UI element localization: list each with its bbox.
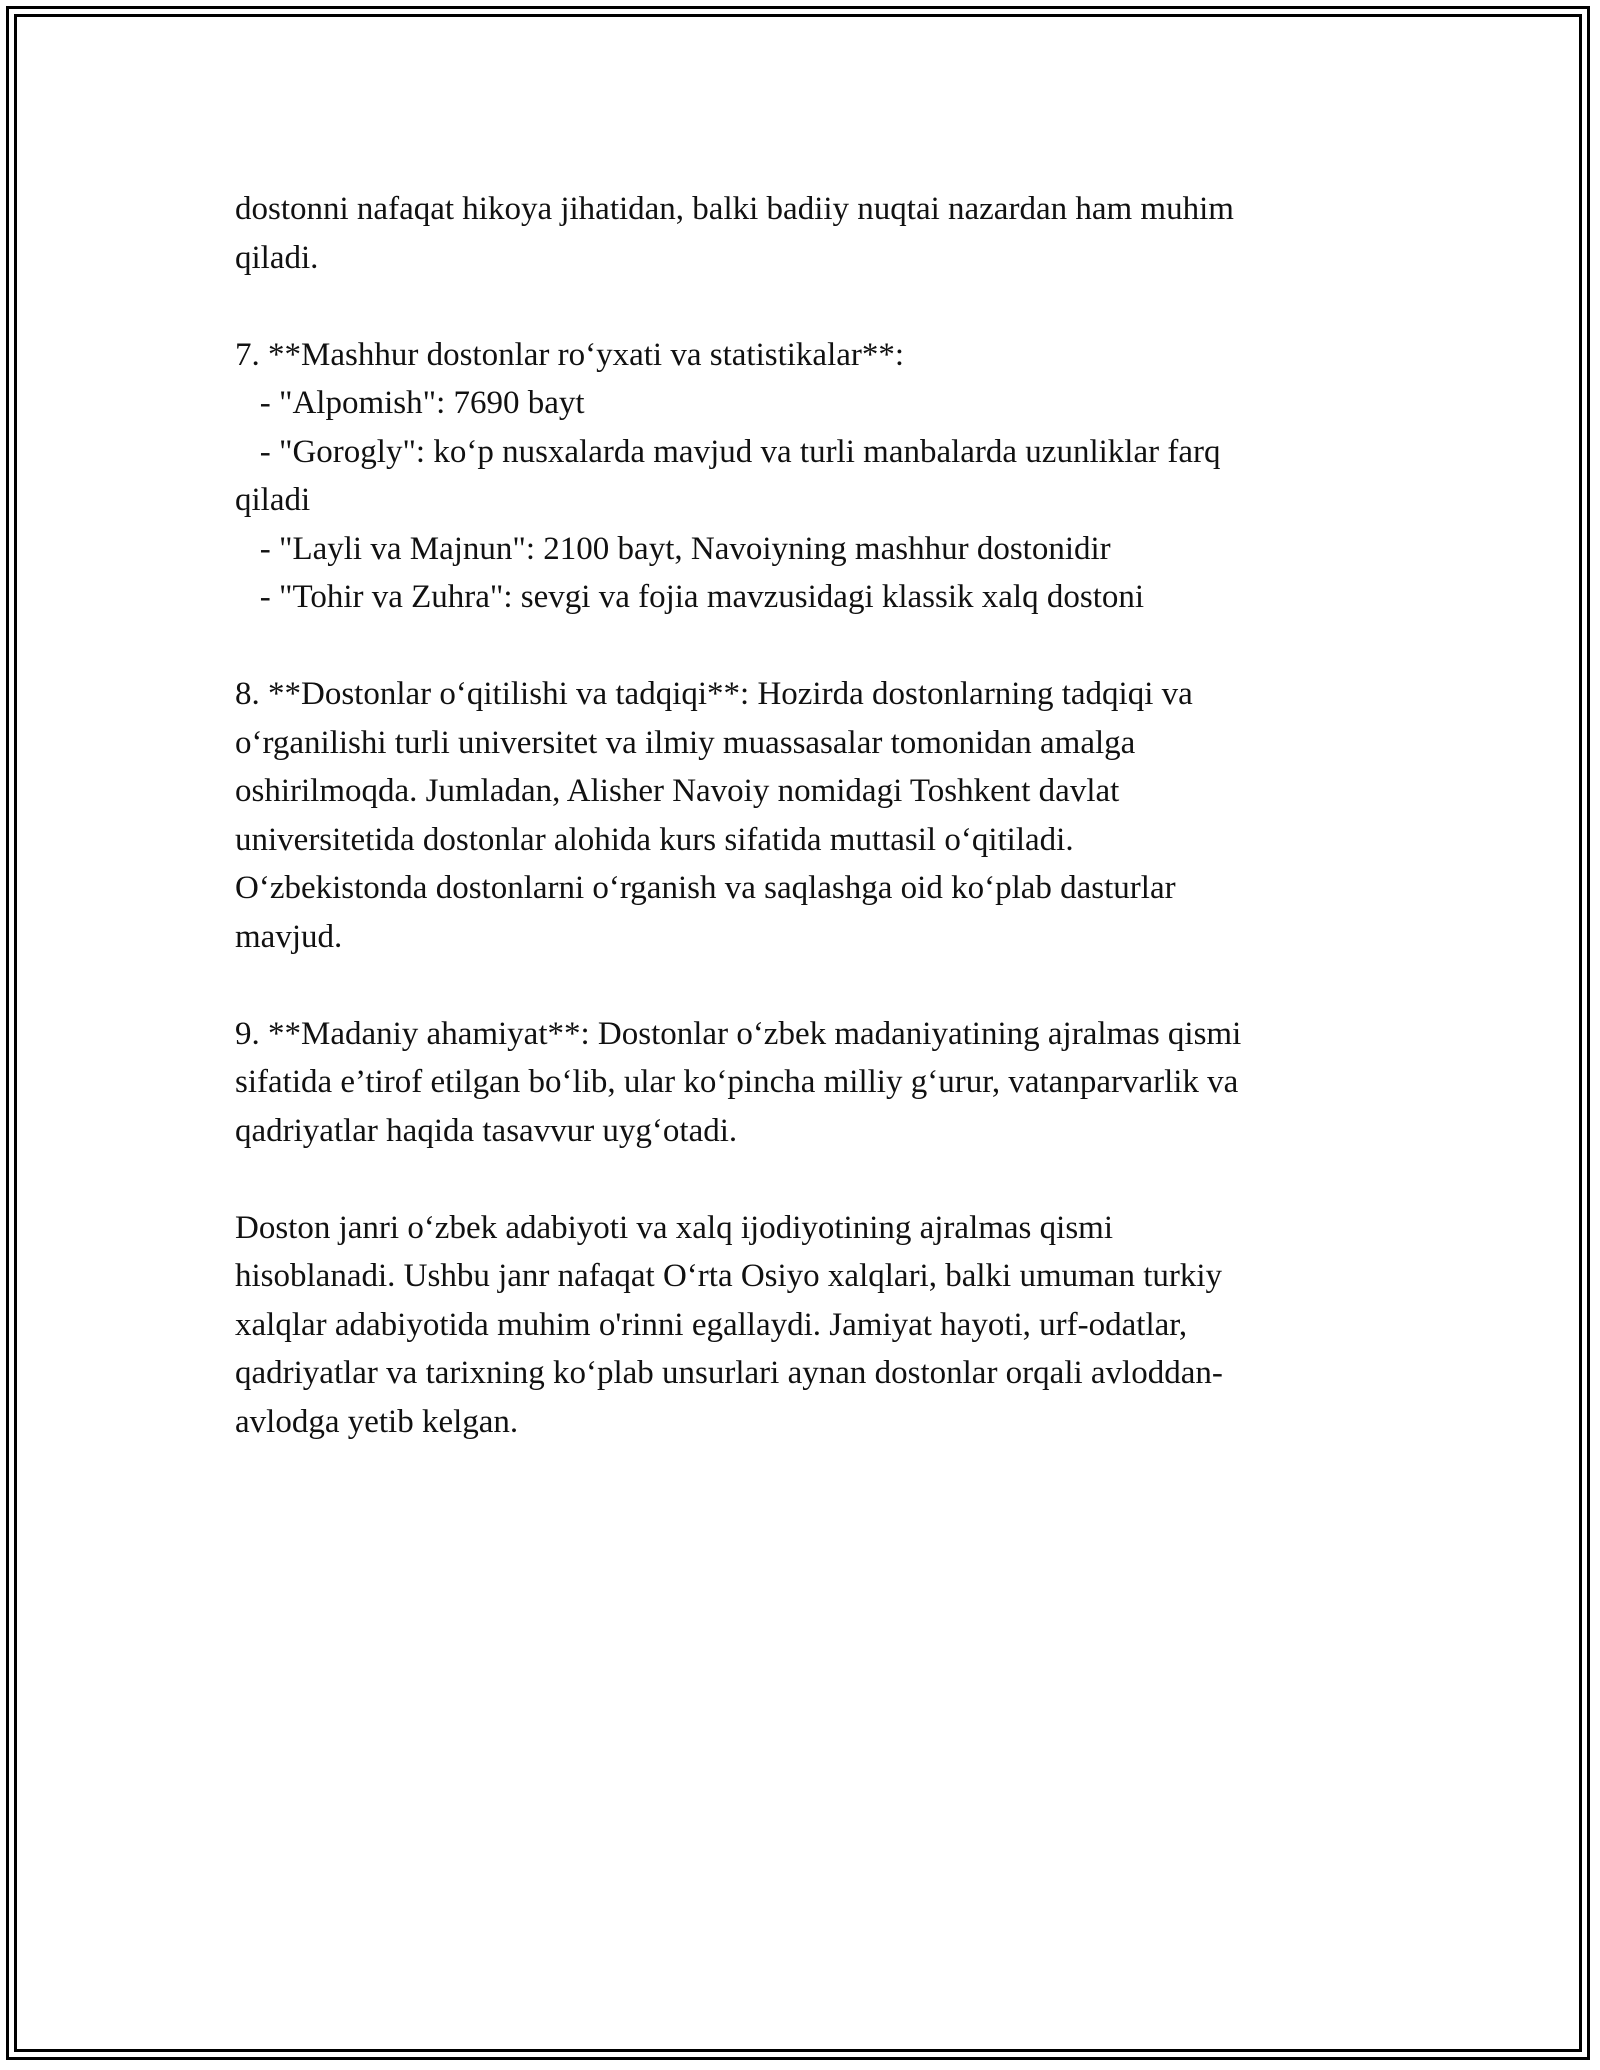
text-line: qadriyatlar haqida tasavvur uyg‘otadi. — [235, 1112, 738, 1149]
text-line: O‘zbekistonda dostonlarni o‘rganish va saqlashga oid ko‘plab dasturlar — [235, 870, 1176, 906]
text-line: dostonni nafaqat hikoya jihatidan, balki badiiy nuqtai nazardan ham muhim — [235, 191, 1234, 227]
text-line: hisoblanadi. Ushbu janr nafaqat O‘rta Osiyo xalqlari, balki umuman turkiy — [235, 1258, 1223, 1294]
list-item: - "Tohir va Zuhra": sevgi va fojia mavzusidagi klassik xalq dostoni — [235, 579, 1145, 615]
text-line: 8. **Dostonlar o‘qitilishi va tadqiqi**: Hozirda dostonlarning tadqiqi va — [235, 676, 1193, 712]
list-heading: 7. **Mashhur dostonlar ro‘yxati va statistikalar**: — [235, 336, 905, 373]
text-line: 9. **Madaniy ahamiyat**: Dostonlar o‘zbek madaniyatining ajralmas qismi — [235, 1015, 1242, 1052]
list-item: - "Gorogly": ko‘p nusxalarda mavjud va turli manbalarda uzunliklar farq — [235, 433, 1221, 470]
list-item-continuation: qiladi — [235, 482, 311, 518]
text-line: Doston janri o‘zbek adabiyoti va xalq ijodiyotining ajralmas qismi — [235, 1209, 1113, 1246]
text-line: sifatida e’tirof etilgan bo‘lib, ular ko‘pincha milliy g‘urur, vatanparvarlik va — [235, 1064, 1239, 1100]
text-line: universitetida dostonlar alohida kurs sifatida muttasil o‘qitiladi. — [235, 821, 1074, 858]
paragraph-intro-continuation — [235, 185, 1365, 282]
paragraph-gap — [235, 282, 1365, 331]
list-item: - "Layli va Majnun": 2100 bayt, Navoiyning mashhur dostonidir — [235, 530, 1111, 567]
paragraph-cultural-significance — [235, 1010, 1365, 1156]
text-line: o‘rganilishi turli universitet va ilmiy muassasalar tomonidan amalga — [235, 724, 1136, 761]
document-body — [235, 185, 1365, 1446]
text-line: qiladi. — [235, 239, 319, 276]
text-line: avlodga yetib kelgan. — [235, 1403, 519, 1440]
paragraph-conclusion — [235, 1204, 1365, 1447]
text-line: oshirilmoqda. Jumladan, Alisher Navoiy nomidagi Toshkent davlat — [235, 773, 1120, 809]
paragraph-famous-dostons-list — [235, 331, 1365, 622]
text-line: mavjud. — [235, 918, 343, 955]
list-item: - "Alpomish": 7690 bayt — [235, 385, 585, 421]
paragraph-gap — [235, 961, 1365, 1010]
paragraph-gap — [235, 622, 1365, 671]
paragraph-gap — [235, 1155, 1365, 1204]
paragraph-teaching-research — [235, 670, 1365, 961]
text-line: qadriyatlar va tarixning ko‘plab unsurlari aynan dostonlar orqali avloddan- — [235, 1355, 1223, 1391]
text-line: xalqlar adabiyotida muhim o'rinni egallaydi. Jamiyat hayoti, urf-odatlar, — [235, 1306, 1188, 1343]
